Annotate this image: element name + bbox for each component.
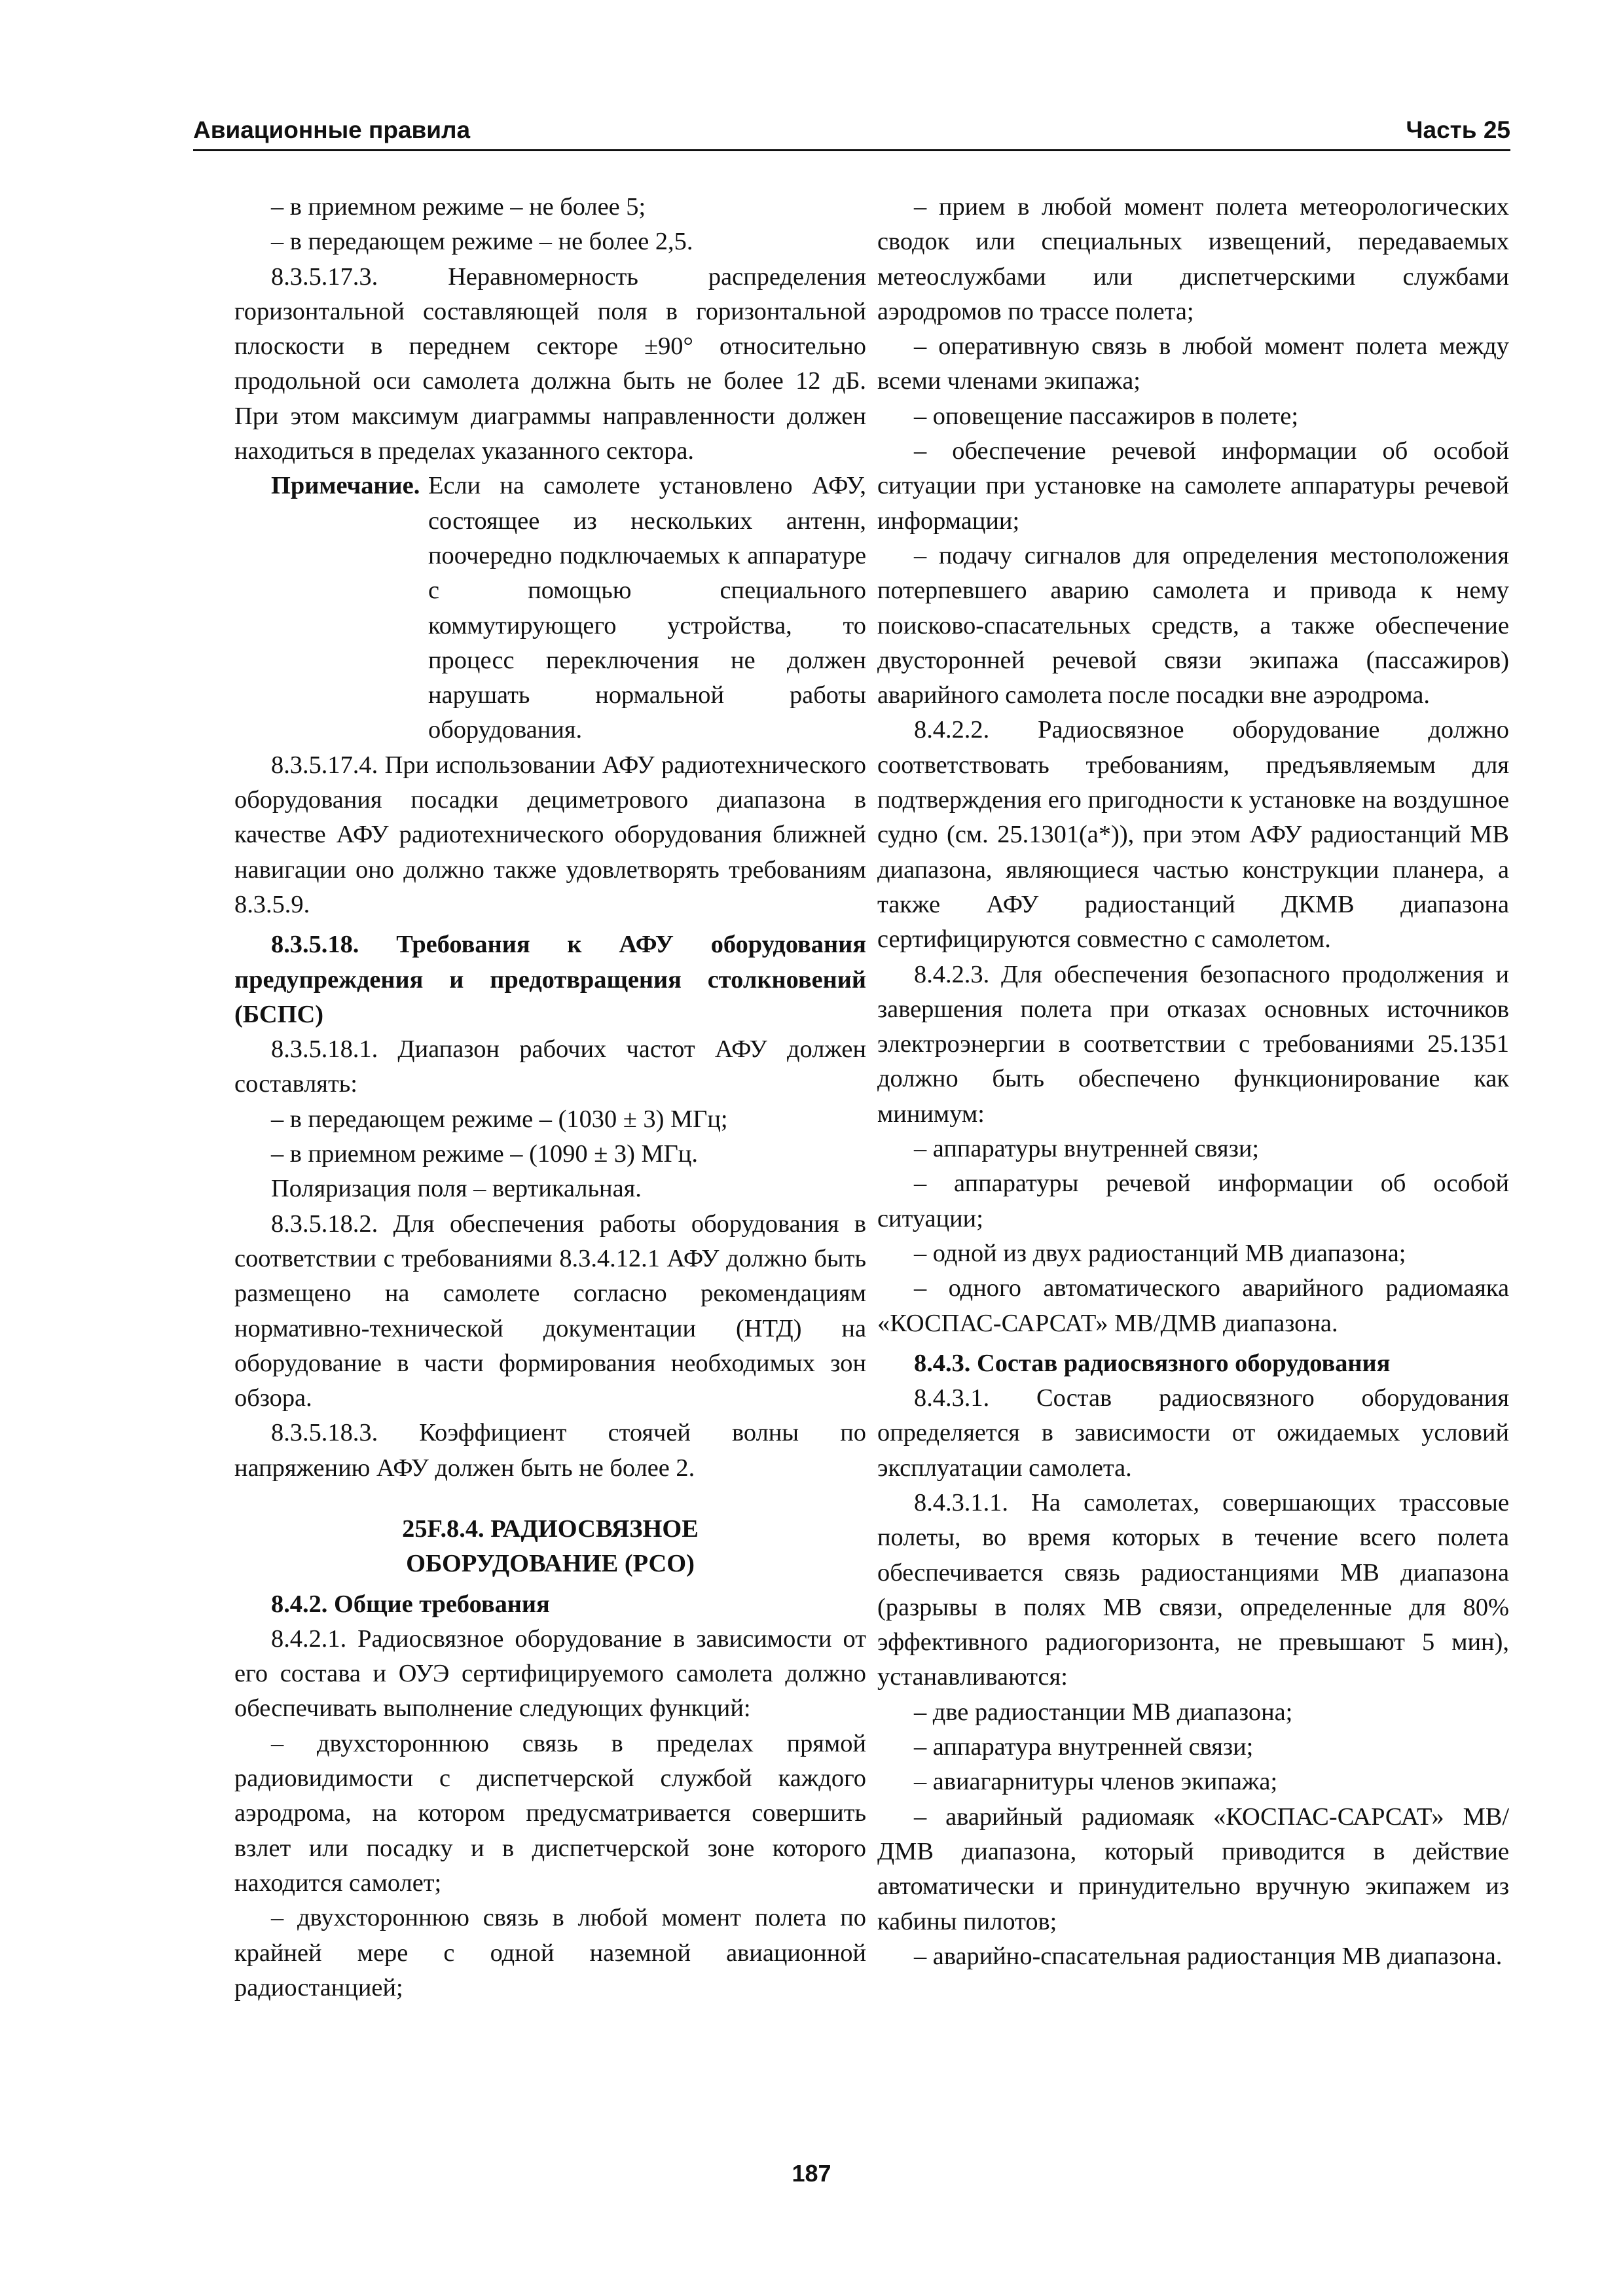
- list-item: – оперативную связь в любой момент полета между всеми членами экипажа;: [877, 332, 1509, 395]
- left-column: [234, 190, 866, 2005]
- paragraph-8-4-3-1: 8.4.3.1. Состав радиосвязного оборудования определяется в зависимости от ожидаемых условий эксплуатации самолета.: [877, 1384, 1509, 1482]
- list-item: – аварийный радиомаяк «КОСПАС-САРСАТ» МВ/ДМВ диапазона, который приводится в действие автоматически и принудительно вручную экипажем из кабины пилотов;: [877, 1803, 1509, 1935]
- list-item: – одного автоматического аварийного радиомаяка «КОСПАС-САРСАТ» МВ/ДМВ диапазона.: [877, 1274, 1509, 1337]
- paragraph-8-3-5-17-4: 8.3.5.17.4. При использовании АФУ радиотехнического оборудования посадки дециметрового диапазона в качестве АФУ радиотехнического оборудования ближней навигации оно должно также удовлетворять требованиям 8.3.5.9.: [234, 751, 866, 918]
- list-item: – одной из двух радиостанций МВ диапазона;: [914, 1239, 1406, 1267]
- right-column: [877, 190, 1509, 1974]
- header-title: Авиационные правила: [193, 117, 471, 143]
- list-item: – прием в любой момент полета метеорологических сводок или специальных извещений, передаваемых метеослужбами или диспетчерскими службами аэродромов по трассе полета;: [877, 193, 1509, 325]
- paragraph-8-4-3-1-1: 8.4.3.1.1. На самолетах, совершающих трассовые полеты, во время которых в течение всего полета обеспечивается связь радиостанциями МВ диапазона (разрывы в полях МВ связи, определенные для 80% эффективного радиогоризонта, не превышают 5 мин), устанавливаются:: [877, 1488, 1509, 1691]
- paragraph-8-4-2-2: 8.4.2.2. Радиосвязное оборудование должно соответствовать требованиям, предъявляемым для подтверждения его пригодности к установке на воздушное судно (см. 25.1301(а*)), при этом АФУ радиостанций МВ диапазона, являющиеся частью конструкции планера, а также АФУ радиостанций ДКМВ диапазона сертифицируются совместно с самолетом.: [877, 716, 1509, 954]
- note-block: [271, 469, 866, 747]
- list-item: – две радиостанции МВ диапазона;: [914, 1698, 1293, 1726]
- list-item: – оповещение пассажиров в полете;: [914, 402, 1298, 430]
- page-number: 187: [792, 2160, 831, 2187]
- list-item: – аппаратуры внутренней связи;: [914, 1135, 1260, 1163]
- note-text: Если на самолете установлено АФУ, состоящее из нескольких антенн, поочередно подключаемых к аппаратуре с помощью специального коммутирующего устройства, то процесс переключения не должен нарушать нормальной работы оборудования.: [428, 472, 866, 744]
- chapter-title-line-2: ОБОРУДОВАНИЕ (РСО): [406, 1550, 695, 1578]
- list-item: – обеспечение речевой информации об особой ситуации при установке на самолете аппаратуры речевой информации;: [877, 437, 1509, 535]
- polarization-line: Поляризация поля – вертикальная.: [271, 1175, 642, 1203]
- list-item: – аварийно-спасательная радиостанция МВ диапазона.: [914, 1942, 1503, 1970]
- paragraph-8-3-5-18-1: 8.3.5.18.1. Диапазон рабочих частот АФУ должен составлять:: [234, 1035, 866, 1098]
- list-item: – в передающем режиме – не более 2,5.: [271, 228, 693, 256]
- paragraph-8-3-5-18-3: 8.3.5.18.3. Коэффициент стоячей волны по напряжению АФУ должен быть не более 2.: [234, 1419, 866, 1482]
- section-heading-8-3-5-18: 8.3.5.18. Требования к АФУ оборудования предупреждения и предотвращения столкновений (БСПС): [234, 931, 866, 1028]
- list-item: – двухстороннюю связь в пределах прямой радиовидимости с диспетчерской службой каждого аэродрома, на котором предусматривается совершить взлет или посадку и в диспетчерской зоне которого находится самолет;: [234, 1729, 866, 1897]
- paragraph-8-4-2-3: 8.4.2.3. Для обеспечения безопасного продолжения и завершения полета при отказах основных источников электроэнергии в соответствии с требованиями 25.1351 должно быть обеспечено функционирование как минимум:: [877, 960, 1509, 1128]
- list-item: – двухстороннюю связь в любой момент полета по крайней мере с одной наземной авиационной радиостанцией;: [234, 1904, 866, 2001]
- list-item: – в приемном режиме – не более 5;: [271, 193, 646, 221]
- list-item: – в передающем режиме – (1030 ± 3) МГц;: [271, 1105, 728, 1133]
- list-item: – авиагарнитуры членов экипажа;: [914, 1768, 1278, 1796]
- note-label: Примечание.: [271, 472, 420, 500]
- list-item: – в приемном режиме – (1090 ± 3) МГц.: [271, 1140, 698, 1168]
- list-item: – подачу сигналов для определения местоположения потерпевшего аварию самолета и привода к нему поисково-спасательных средств, а также обеспечение двусторонней речевой связи экипажа (пассажиров) аварийного самолета после посадки вне аэродрома.: [877, 541, 1509, 709]
- list-item: – аппаратура внутренней связи;: [914, 1733, 1254, 1761]
- section-heading-8-4-3: 8.4.3. Состав радиосвязного оборудования: [914, 1349, 1391, 1377]
- paragraph-8-3-5-18-2: 8.3.5.18.2. Для обеспечения работы оборудования в соответствии с требованиями 8.3.4.12.1 АФУ должно быть размещено на самолете согласно рекомендациям нормативно-технической документации (НТД) на оборудование в части формирования необходимых зон обзора.: [234, 1210, 866, 1412]
- section-heading-8-4-2: 8.4.2. Общие требования: [271, 1590, 550, 1618]
- paragraph-8-3-5-17-3: 8.3.5.17.3. Неравномерность распределения горизонтальной составляющей поля в горизонтальной плоскости в переднем секторе ±90° относительно продольной оси самолета должна быть не более 12 дБ. При этом максимум диаграммы направленности должен находиться в пределах указанного сектора.: [234, 262, 866, 465]
- list-item: – аппаратуры речевой информации об особой ситуации;: [877, 1170, 1509, 1232]
- chapter-title-line-1: 25F.8.4. РАДИОСВЯЗНОЕ: [402, 1515, 699, 1543]
- running-header: [193, 113, 1510, 151]
- paragraph-8-4-2-1: 8.4.2.1. Радиосвязное оборудование в зависимости от его состава и ОУЭ сертифицируемого самолета должно обеспечивать выполнение следующих функций:: [234, 1624, 866, 1723]
- header-part: Часть 25: [1406, 117, 1510, 143]
